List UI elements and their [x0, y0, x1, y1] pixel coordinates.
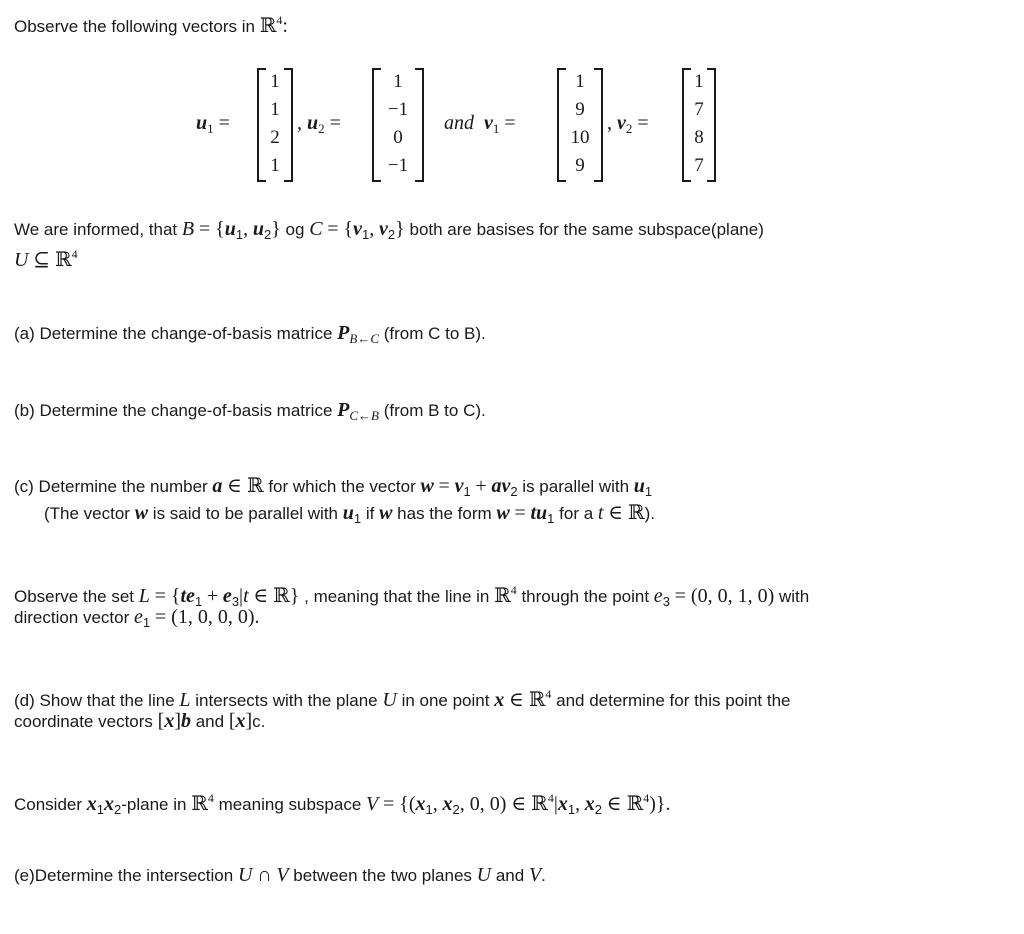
- u1-entry: 2: [270, 127, 280, 148]
- u2-entry: 0: [393, 127, 403, 148]
- basis-statement-tail: both are basises for the same subspace(plane): [409, 220, 764, 239]
- set-L-text: , meaning that the line in: [304, 587, 490, 606]
- u2-vector: [372, 68, 424, 182]
- u1-entry: 1: [270, 99, 280, 120]
- subspace-V-text: -plane in: [121, 795, 187, 814]
- v1-entry: 10: [570, 127, 590, 148]
- part-d-text: and determine for this point the: [556, 691, 791, 710]
- part-d-text: (d) Show that the line: [14, 691, 175, 710]
- part-d-coords-text: coordinate vectors: [14, 712, 153, 731]
- part-c-note-text: is said to be parallel with: [152, 504, 339, 523]
- v1-label: and $v_1$ =: [444, 112, 516, 136]
- part-d-coords-text: and: [195, 712, 225, 731]
- part-c-note-text: if: [365, 504, 375, 523]
- og-word: og: [285, 220, 305, 239]
- subspace-V-text: Consider: [14, 795, 83, 814]
- part-d-text: intersects with the plane: [195, 691, 378, 710]
- intro-text: Observe the following vectors in: [14, 17, 255, 36]
- part-a-text: (a) Determine the change-of-basis matrice: [14, 324, 333, 343]
- basis-statement-text: We are informed, that: [14, 220, 178, 239]
- set-L-text: with: [779, 587, 810, 606]
- vector-definitions: [0, 62, 1024, 186]
- subspace-U: U ⊆ ℝ$^4$: [14, 247, 78, 271]
- part-a-suffix: (from C to B).: [383, 324, 486, 343]
- v1-vector: [557, 68, 603, 182]
- v1-entry: 9: [575, 99, 585, 120]
- u1-entry: 1: [270, 71, 280, 92]
- set-L-direction: direction vector $e_1 = (1$, 0, 0, 0).: [14, 606, 260, 630]
- v1-entry: 1: [575, 71, 585, 92]
- u1-entry: 1: [270, 155, 280, 176]
- part-c-text: is parallel with: [522, 477, 630, 496]
- v2-vector: [682, 68, 716, 182]
- part-c-note-text: has the form: [397, 504, 492, 523]
- part-d-coords: coordinate vectors [x]b and [x]c.: [14, 710, 266, 732]
- v1-entry: 9: [575, 155, 585, 176]
- intro-line: Observe the following vectors in ℝ$^4$:: [14, 13, 288, 37]
- u2-entry: −1: [387, 155, 409, 176]
- set-L-text: Observe the set: [14, 587, 135, 606]
- basis-statement: We are informed, that $B = \{u_1$, $u_2$} og $C = \{v_1$, $v_2$} both are basises for the same subspace(plane): [14, 218, 764, 242]
- and-word: and: [444, 112, 474, 134]
- part-c-note-text: for a: [559, 504, 594, 523]
- part-d: (d) Show that the line L intersects with the plane U in one point x ∈ ℝ$^4$ and determine for this point the: [14, 687, 791, 711]
- subspace-V-text: meaning subspace: [218, 795, 362, 814]
- v2-entry: 8: [694, 127, 704, 148]
- part-e: (e)Determine the intersection U ∩ V between the two planes U and V.: [14, 864, 546, 886]
- v2-entry: 1: [694, 71, 704, 92]
- u2-label: , $u_2$ =: [297, 112, 341, 136]
- set-L: Observe the set $L = \{te_1 + e_3|t$ ∈ ℝ} , meaning that the line in ℝ$^4$ through the point $e_3 = (0$, 0, 1, 0) with: [14, 583, 810, 609]
- part-e-text: between the two planes: [293, 866, 472, 885]
- part-b-text: (b) Determine the change-of-basis matrice: [14, 401, 333, 420]
- part-c-note: (The vector w is said to be parallel with $u_1$ if w has the form $w = tu_1$ for a t ∈ ℝ).: [44, 502, 656, 526]
- part-a: (a) Determine the change-of-basis matrice $P_{B\leftarrow C}$ (from C to B).: [14, 322, 486, 346]
- part-e-text: and: [495, 866, 525, 885]
- set-L-text: through the point: [521, 587, 650, 606]
- v2-label: , $v_2$ =: [607, 112, 649, 136]
- part-b-suffix: (from B to C).: [383, 401, 486, 420]
- part-c-text: (c) Determine the number: [14, 477, 208, 496]
- u1-label: $u_1$ =: [196, 112, 230, 136]
- u1-vector: [257, 68, 293, 182]
- part-c: (c) Determine the number a ∈ ℝ for which the vector $w = v_1 + av_2$ is parallel with $u_1$: [14, 475, 653, 499]
- part-c-note-text: (The vector: [44, 504, 130, 523]
- v2-entry: 7: [694, 155, 704, 176]
- u2-entry: 1: [393, 71, 403, 92]
- set-L-direction-text: direction vector: [14, 608, 130, 627]
- part-e-text: (e)Determine the intersection: [14, 866, 234, 885]
- part-d-text: in one point: [401, 691, 490, 710]
- part-c-text: for which the vector: [268, 477, 416, 496]
- u2-entry: −1: [387, 99, 409, 120]
- v2-entry: 7: [694, 99, 704, 120]
- part-b: (b) Determine the change-of-basis matrice $P_{C\leftarrow B}$ (from B to C).: [14, 399, 486, 423]
- subspace-V: Consider $x_1x_2$-plane in ℝ$^4$ meaning subspace $V = \{(x_1$, $x_2$, 0, 0) ∈ $ℝ^4|x_1$, $x_2$ ∈ ℝ$^4$)}.: [14, 791, 671, 817]
